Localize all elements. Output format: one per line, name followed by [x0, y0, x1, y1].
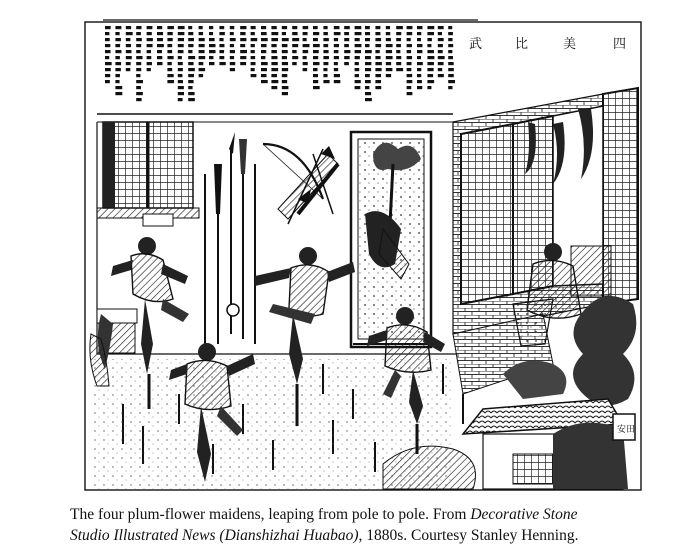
woodblock-illustration — [83, 14, 643, 494]
artist-seal — [613, 414, 635, 440]
title-glyph-4: 武 — [469, 37, 483, 52]
bows-and-arrows — [263, 144, 338, 224]
caption-line-1 — [70, 504, 690, 525]
weapon-rack — [205, 132, 255, 344]
title-glyph-1: 四 — [613, 37, 627, 52]
caption-source-title-2: Studio Illustrated News (Dianshizhai Huabao) — [70, 527, 359, 544]
caption-source-title-1: Decorative Stone — [470, 506, 578, 523]
caption-text-2: , 1880s. Courtesy Stanley Henning. — [358, 527, 579, 544]
doorway — [351, 132, 438, 347]
print-title — [469, 36, 626, 52]
left-window — [97, 122, 199, 226]
figure-caption — [70, 504, 690, 546]
caption-text-1: The four plum-flower maidens, leaping from pole to pole. From — [70, 506, 471, 523]
illustration-drawing — [83, 14, 643, 494]
title-glyph-2: 美 — [563, 37, 577, 52]
title-glyph-3: 比 — [515, 37, 529, 52]
caption-line-2 — [70, 525, 690, 546]
calligraphy-text-block — [105, 26, 455, 101]
seal-mark: 安田 — [617, 425, 636, 435]
